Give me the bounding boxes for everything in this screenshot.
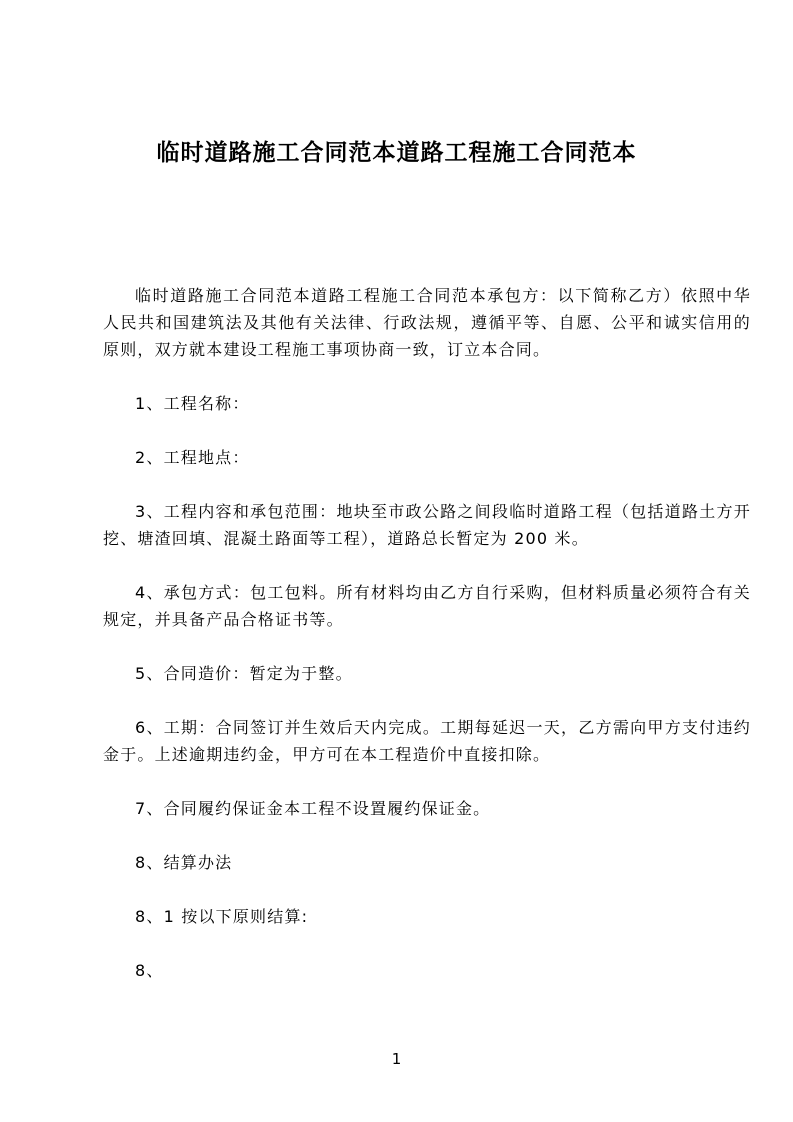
clause-scope: 3、工程内容和承包范围：地块至市政公路之间段临时道路工程（包括道路土方开挖、塘渣回填、混凝土路面等工程），道路总长暂定为 200 米。 bbox=[103, 502, 751, 548]
clause-project-location: 2、工程地点： bbox=[135, 448, 250, 467]
clause-contracting-method: 4、承包方式：包工包料。所有材料均由乙方自行采购，但材料质量必须符合有关规定，并具备产品合格证书等。 bbox=[103, 583, 751, 629]
clause-eight-empty: 8、 bbox=[135, 961, 164, 980]
document-body bbox=[103, 282, 751, 984]
page-number: 1 bbox=[391, 1050, 402, 1068]
clause-construction-period: 6、工期：合同签订并生效后天内完成。工期每延迟一天，乙方需向甲方支付违约金于。上述逾期违约金，甲方可在本工程造价中直接扣除。 bbox=[103, 718, 751, 764]
paragraph-preamble: 临时道路施工合同范本道路工程施工合同范本承包方：以下简称乙方）依照中华人民共和国建筑法及其他有关法律、行政法规，遵循平等、自愿、公平和诚实信用的原则，双方就本建设工程施工事项协商一致，订立本合同。 bbox=[103, 286, 751, 359]
document-title: 临时道路施工合同范本道路工程施工合同范本 bbox=[156, 140, 637, 166]
clause-project-name: 1、工程名称： bbox=[135, 394, 250, 413]
clause-contract-price: 5、合同造价：暂定为于整。 bbox=[135, 664, 353, 683]
clause-settlement-method: 8、结算办法 bbox=[135, 853, 233, 872]
clause-performance-bond: 7、合同履约保证金本工程不设置履约保证金。 bbox=[135, 799, 491, 818]
clause-settlement-principles: 8、1 按以下原则结算: bbox=[135, 907, 309, 926]
